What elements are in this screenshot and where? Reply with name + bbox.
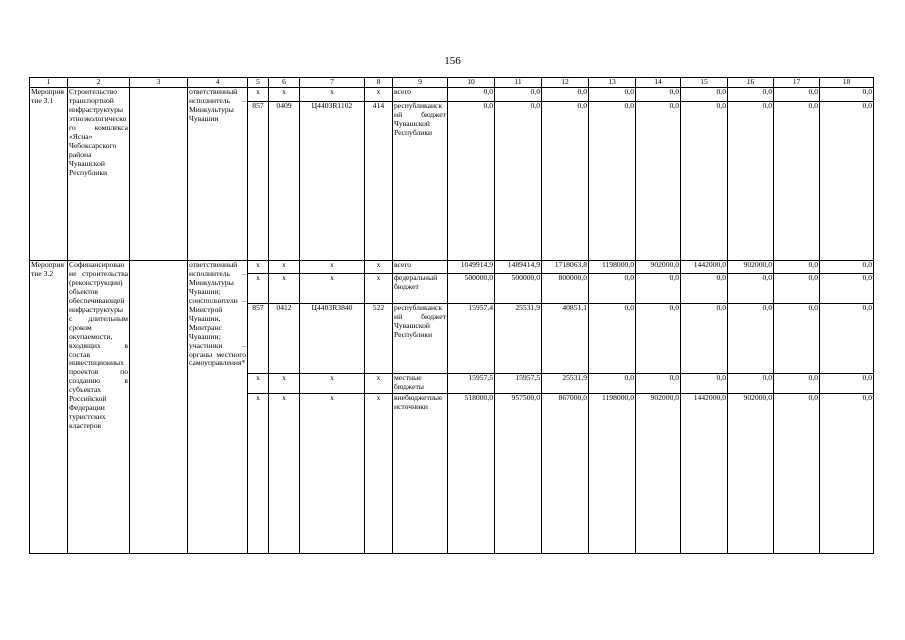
event-label: Мероприятие 3.2	[30, 261, 68, 554]
value-cell: 0,0	[820, 304, 874, 374]
code-cell: x	[365, 261, 393, 274]
value-cell: 1442000,0	[681, 394, 728, 554]
header-cell: 8	[365, 78, 393, 88]
table-row	[30, 88, 874, 102]
value-cell: 15957,4	[448, 304, 495, 374]
table-row	[30, 261, 874, 274]
value-cell: 0,0	[542, 102, 589, 261]
header-cell: 7	[300, 78, 365, 88]
value-cell: 0,0	[495, 102, 542, 261]
code-cell: x	[248, 88, 269, 102]
value-cell: 0,0	[495, 88, 542, 102]
event-executor: ответственный исполнитель – Минкультуры Чувашии	[188, 88, 248, 261]
funding-source: всего	[393, 261, 448, 274]
funding-source: республиканский бюджет Чувашской Республики	[393, 102, 448, 261]
code-cell: x	[269, 394, 300, 554]
code-cell: 522	[365, 304, 393, 374]
event-label: Мероприятие 3.1	[30, 88, 68, 261]
value-cell: 0,0	[820, 88, 874, 102]
funding-source: внебюджетные источники	[393, 394, 448, 554]
code-cell: Ц4403R1102	[300, 102, 365, 261]
value-cell: 0,0	[774, 394, 820, 554]
code-cell: x	[269, 261, 300, 274]
value-cell: 0,0	[728, 374, 774, 394]
value-cell: 902000,0	[728, 261, 774, 274]
budget-table	[29, 77, 874, 554]
header-cell: 3	[130, 78, 188, 88]
code-cell: x	[248, 261, 269, 274]
funding-source: республиканский бюджет Чувашской Республики	[393, 304, 448, 374]
value-cell: 902000,0	[636, 394, 681, 554]
value-cell: 1198000,0	[589, 394, 636, 554]
value-cell: 0,0	[774, 274, 820, 304]
value-cell: 0,0	[681, 304, 728, 374]
value-cell: 0,0	[774, 261, 820, 274]
code-cell: x	[300, 394, 365, 554]
header-cell: 15	[681, 78, 728, 88]
value-cell: 0,0	[728, 88, 774, 102]
value-cell: 1442000,0	[681, 261, 728, 274]
header-cell: 14	[636, 78, 681, 88]
event-executor: ответственный исполнитель – Минкультуры Чувашии; соисполнители – Минстрой Чувашии, Минтранс Чувашии; участники – органы местного самоуправления*	[188, 261, 248, 554]
value-cell: 0,0	[774, 304, 820, 374]
value-cell: 800000,0	[542, 274, 589, 304]
value-cell: 15957,5	[495, 374, 542, 394]
value-cell: 0,0	[728, 274, 774, 304]
value-cell: 0,0	[542, 88, 589, 102]
header-cell: 13	[589, 78, 636, 88]
value-cell: 0,0	[448, 102, 495, 261]
header-cell: 9	[393, 78, 448, 88]
empty-cell	[130, 88, 188, 261]
code-cell: 0409	[269, 102, 300, 261]
value-cell: 0,0	[681, 374, 728, 394]
event-name: Софинансирование строительства (реконструкции) объектов обеспечивающей инфраструктуры с длительным сроком окупаемости, входящих в состав инвестиционных проектов по созданию в субъектах Российской Федерации туристских кластеров	[68, 261, 130, 554]
header-cell: 11	[495, 78, 542, 88]
code-cell: x	[300, 88, 365, 102]
value-cell: 0,0	[820, 274, 874, 304]
header-cell: 1	[30, 78, 68, 88]
value-cell: 40851,1	[542, 304, 589, 374]
value-cell: 500000,0	[448, 274, 495, 304]
code-cell: x	[248, 394, 269, 554]
value-cell: 1198000,0	[589, 261, 636, 274]
code-cell: x	[269, 374, 300, 394]
code-cell: 857	[248, 304, 269, 374]
value-cell: 0,0	[636, 304, 681, 374]
value-cell: 0,0	[820, 394, 874, 554]
value-cell: 25531,9	[495, 304, 542, 374]
header-cell: 10	[448, 78, 495, 88]
value-cell: 0,0	[728, 102, 774, 261]
code-cell: x	[269, 274, 300, 304]
code-cell: x	[365, 394, 393, 554]
code-cell: 414	[365, 102, 393, 261]
value-cell: 957500,0	[495, 394, 542, 554]
value-cell: 0,0	[636, 88, 681, 102]
value-cell: 1718063,8	[542, 261, 589, 274]
code-cell: x	[365, 274, 393, 304]
code-cell: x	[300, 261, 365, 274]
code-cell: x	[248, 274, 269, 304]
value-cell: 0,0	[589, 102, 636, 261]
code-cell: x	[300, 274, 365, 304]
header-cell: 2	[68, 78, 130, 88]
value-cell: 0,0	[820, 374, 874, 394]
header-row	[30, 78, 874, 88]
value-cell: 0,0	[589, 374, 636, 394]
value-cell: 902000,0	[636, 261, 681, 274]
header-cell: 5	[248, 78, 269, 88]
code-cell: 857	[248, 102, 269, 261]
value-cell: 0,0	[589, 304, 636, 374]
value-cell: 1489414,9	[495, 261, 542, 274]
header-cell: 6	[269, 78, 300, 88]
value-cell: 0,0	[636, 102, 681, 261]
value-cell: 0,0	[589, 274, 636, 304]
value-cell: 0,0	[636, 374, 681, 394]
value-cell: 902000,0	[728, 394, 774, 554]
code-cell: x	[365, 374, 393, 394]
value-cell: 500000,0	[495, 274, 542, 304]
value-cell: 0,0	[636, 274, 681, 304]
value-cell: 1049914,9	[448, 261, 495, 274]
funding-source: всего	[393, 88, 448, 102]
code-cell: 0412	[269, 304, 300, 374]
code-cell: x	[248, 374, 269, 394]
value-cell: 0,0	[774, 374, 820, 394]
header-cell: 17	[774, 78, 820, 88]
header-cell: 4	[188, 78, 248, 88]
code-cell: x	[300, 374, 365, 394]
value-cell: 0,0	[448, 88, 495, 102]
code-cell: Ц4403R3840	[300, 304, 365, 374]
code-cell: x	[365, 88, 393, 102]
page-number: 156	[444, 55, 461, 67]
funding-source: местные бюджеты	[393, 374, 448, 394]
event-name: Строительство транспортной инфраструктуры этноэкологического комплекса «Ясна» Чебоксарского района Чувашской Республики	[68, 88, 130, 261]
empty-cell	[130, 261, 188, 554]
header-cell: 16	[728, 78, 774, 88]
value-cell: 0,0	[820, 261, 874, 274]
value-cell: 0,0	[589, 88, 636, 102]
header-cell: 12	[542, 78, 589, 88]
value-cell: 518000,0	[448, 394, 495, 554]
value-cell: 25531,9	[542, 374, 589, 394]
code-cell: x	[269, 88, 300, 102]
value-cell: 0,0	[774, 88, 820, 102]
value-cell: 0,0	[728, 304, 774, 374]
value-cell: 0,0	[774, 102, 820, 261]
value-cell: 0,0	[820, 102, 874, 261]
funding-source: федеральный бюджет	[393, 274, 448, 304]
value-cell: 0,0	[681, 274, 728, 304]
value-cell: 15957,5	[448, 374, 495, 394]
value-cell: 867000,0	[542, 394, 589, 554]
header-cell: 18	[820, 78, 874, 88]
value-cell: 0,0	[681, 102, 728, 261]
value-cell: 0,0	[681, 88, 728, 102]
